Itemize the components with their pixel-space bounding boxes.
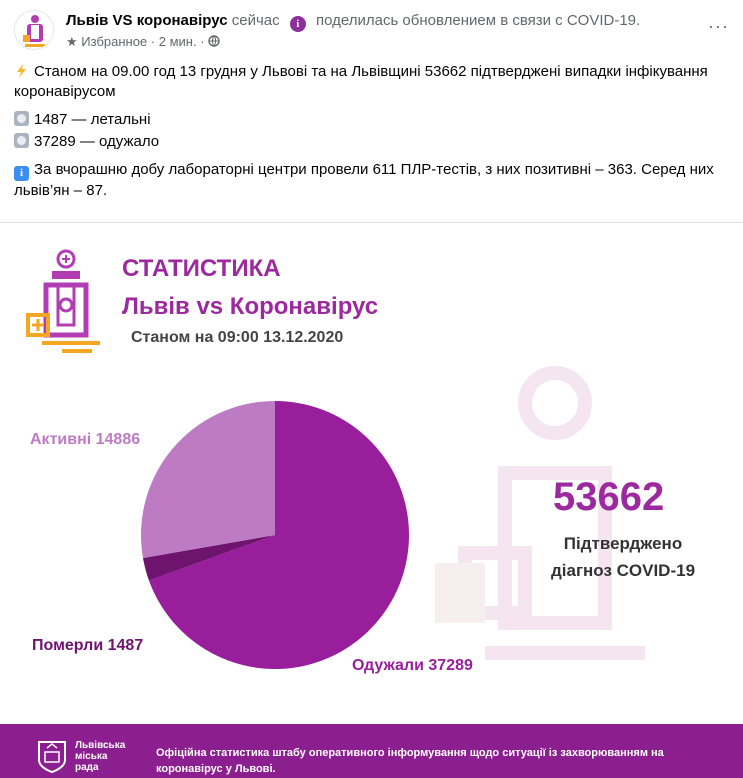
- page-name-link[interactable]: Львів VS коронавірус: [66, 12, 228, 29]
- page-avatar[interactable]: [14, 10, 54, 50]
- infographic-footer: [0, 724, 743, 778]
- post-image[interactable]: [0, 222, 743, 778]
- pie-label-recovered: Одужали 37289: [352, 657, 473, 674]
- star-icon: ★: [66, 34, 78, 49]
- meta-separator: ·: [150, 34, 156, 49]
- white-circle-icon: [14, 111, 29, 126]
- post-header: [14, 10, 729, 54]
- white-circle-icon: [14, 133, 29, 148]
- more-options-icon[interactable]: ···: [708, 16, 729, 36]
- caption-line-1: Підтверджено: [563, 534, 683, 553]
- pie-slice-active: [141, 401, 275, 558]
- post-paragraph-1: [14, 62, 724, 102]
- lightning-icon: [14, 63, 30, 79]
- total-cases-number: 53662: [553, 475, 665, 519]
- post-line-tests: За вчорашню добу лабораторні центри провели 611 ПЛР-тестів, з них позитивні – 363. Серед них львів’ян – 87.: [14, 161, 714, 199]
- globe-icon[interactable]: [208, 35, 220, 47]
- post-body: [14, 62, 724, 209]
- infographic-subtitle: Львів vs Коронавірус: [122, 293, 379, 320]
- post-line-deaths: 1487 — летальні: [34, 111, 151, 128]
- footer-description: Офіційна статистика штабу оперативного інформування щодо ситуації із захворюванням на коронавірус у Львові.: [156, 747, 664, 775]
- covid-info-icon[interactable]: i: [290, 16, 306, 32]
- activity-text: поделилась обновлением в связи с COVID-19.: [315, 12, 641, 29]
- meta-separator: ·: [200, 34, 205, 49]
- doctor-logo-icon: [22, 247, 102, 357]
- post-paragraph-2: [14, 110, 724, 130]
- favorite-label[interactable]: Избранное: [81, 34, 148, 49]
- pie-label-deaths: Померли 1487: [32, 637, 144, 654]
- post-title-line: [66, 12, 640, 32]
- post-paragraph-3: [14, 132, 724, 152]
- caption-line-2: діагноз COVID-19: [550, 561, 696, 580]
- total-cases-caption: [528, 530, 718, 584]
- activity-time: сейчас: [231, 12, 280, 29]
- post-meta: [66, 34, 220, 50]
- post-paragraph-4: [14, 160, 724, 201]
- post-time-link[interactable]: 2 мин.: [158, 34, 197, 49]
- information-icon: i: [14, 166, 29, 181]
- doctor-logo-icon: [15, 11, 54, 50]
- pie-label-active: Активні 14886: [30, 431, 141, 448]
- lviv-council-name: [75, 740, 125, 773]
- infographic-date: Станом на 09:00 13.12.2020: [131, 329, 344, 346]
- infographic-title: СТАТИСТИКА: [122, 255, 281, 282]
- org-line-1: Львівська: [75, 740, 126, 751]
- lviv-coat-of-arms-icon: [37, 740, 67, 774]
- org-line-3: рада: [75, 762, 99, 773]
- org-line-2: міська: [75, 751, 108, 762]
- post-line-recovered: 37289 — одужало: [34, 133, 160, 150]
- post-line-cases: Станом на 09.00 год 13 грудня у Львові та на Львівщині 53662 підтверджені випадки інфікування коронавірусом: [14, 63, 708, 100]
